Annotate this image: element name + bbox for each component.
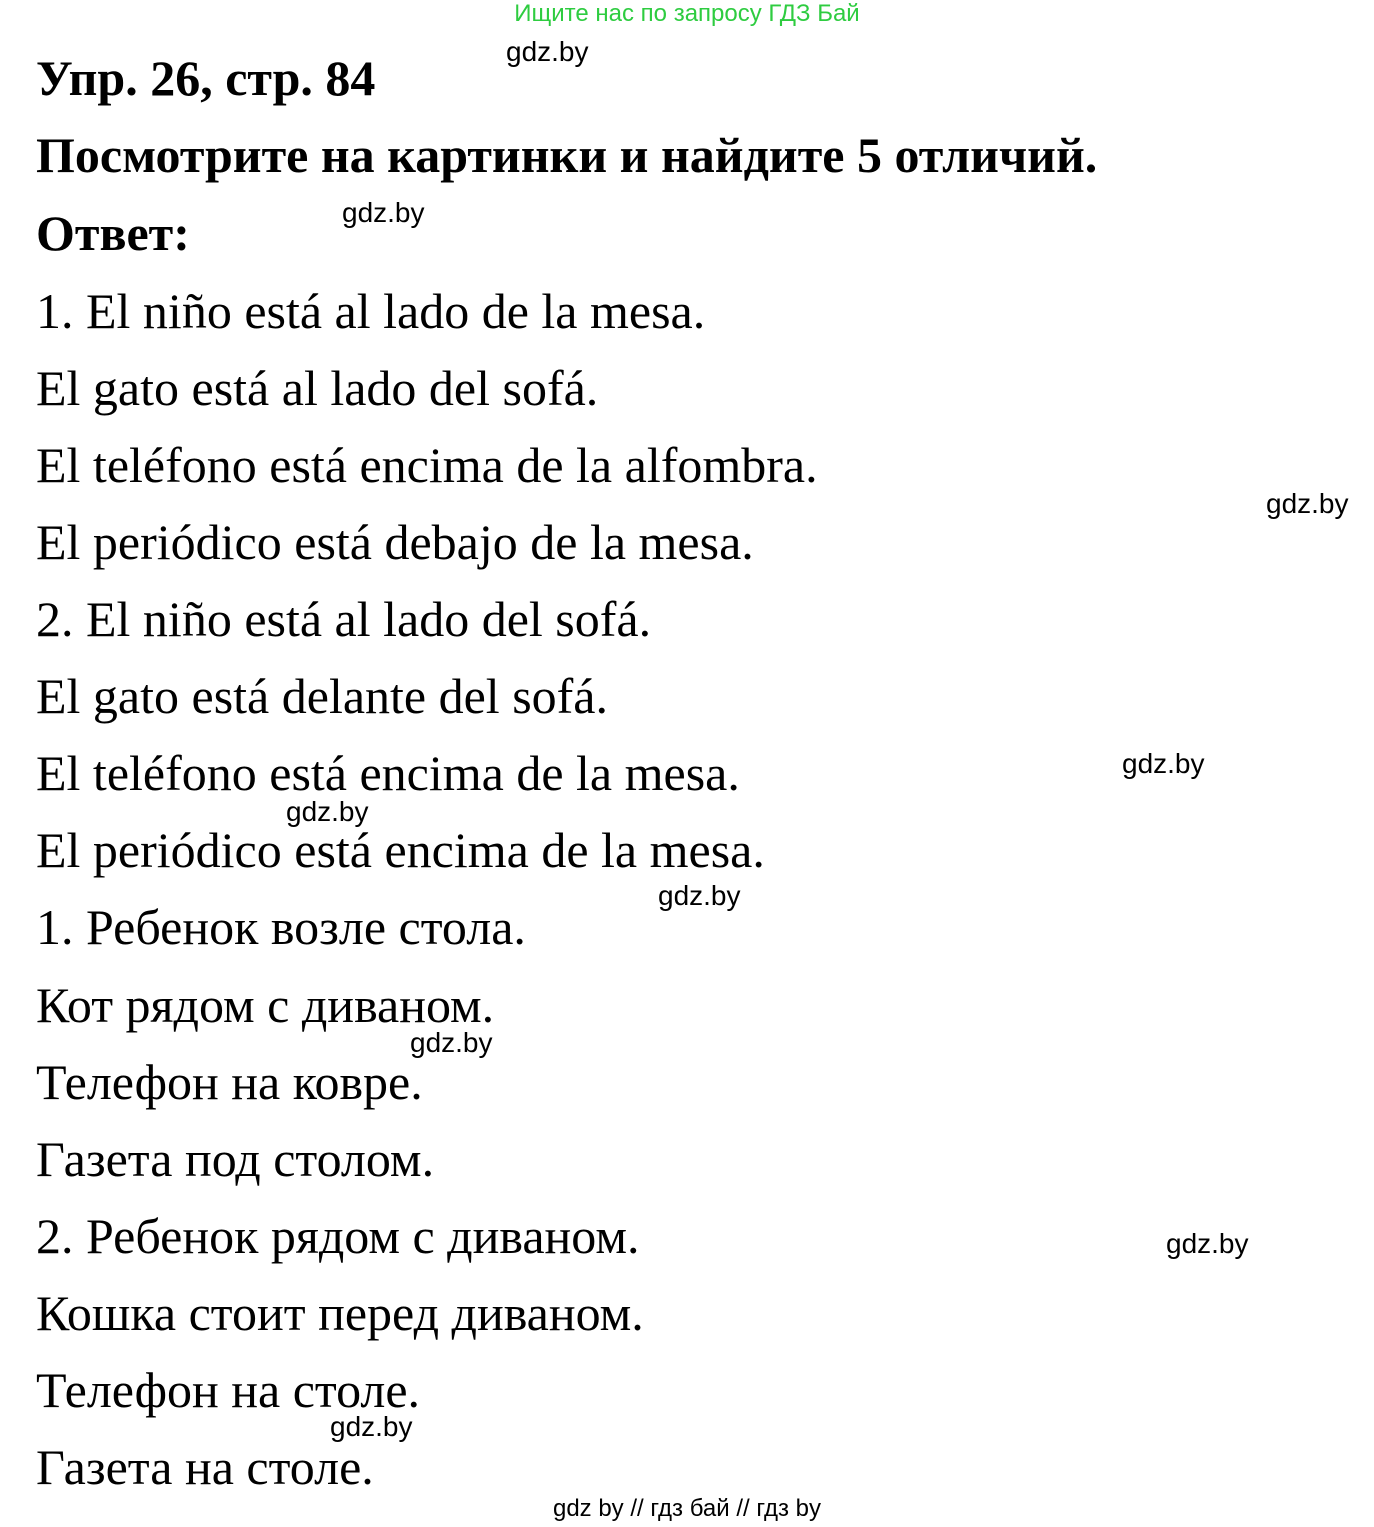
watermark: gdz.by [1166, 1228, 1249, 1259]
watermark: gdz.by [1122, 748, 1205, 779]
exercise-title: Упр. 26, стр. 84 [36, 50, 376, 106]
answer-line: Газета под столом. [36, 1131, 435, 1187]
answer-line: Телефон на ковре. [36, 1054, 423, 1110]
watermark: gdz.by [658, 880, 741, 911]
answer-line: El periódico está encima de la mesa. [36, 822, 765, 878]
answer-line: Кошка стоит перед диваном. [36, 1285, 644, 1341]
answer-label: Ответ: [36, 205, 190, 261]
answer-line: 2. El niño está al lado del sofá. [36, 591, 652, 647]
answer-line: 2. Ребенок рядом с диваном. [36, 1208, 640, 1264]
answer-line: El periódico está debajo de la mesa. [36, 514, 754, 570]
answer-line: El gato está delante del sofá. [36, 668, 608, 724]
footer-links[interactable]: gdz by // гдз бай // гдз by [552, 1495, 822, 1522]
watermark: gdz.by [506, 36, 589, 67]
task-text: Посмотрите на картинки и найдите 5 отличий. [36, 127, 1098, 183]
answer-line: 1. El niño está al lado de la mesa. [36, 283, 706, 339]
watermark: gdz.by [330, 1411, 413, 1442]
answer-line: Телефон на столе. [36, 1362, 421, 1418]
watermark: gdz.by [410, 1027, 493, 1058]
watermark: gdz.by [342, 197, 425, 228]
answer-line: El teléfono está encima de la alfombra. [36, 437, 818, 493]
promo-link[interactable]: Ищите нас по запросу ГДЗ Бай [514, 0, 860, 27]
answer-line: El gato está al lado del sofá. [36, 360, 599, 416]
watermark: gdz.by [1266, 488, 1349, 519]
answer-line: Кот рядом с диваном. [36, 977, 495, 1033]
answer-line: Газета на столе. [36, 1439, 374, 1495]
answer-line: 1. Ребенок возле стола. [36, 899, 526, 955]
watermark: gdz.by [286, 796, 369, 827]
answer-line: El teléfono está encima de la mesa. [36, 745, 740, 801]
